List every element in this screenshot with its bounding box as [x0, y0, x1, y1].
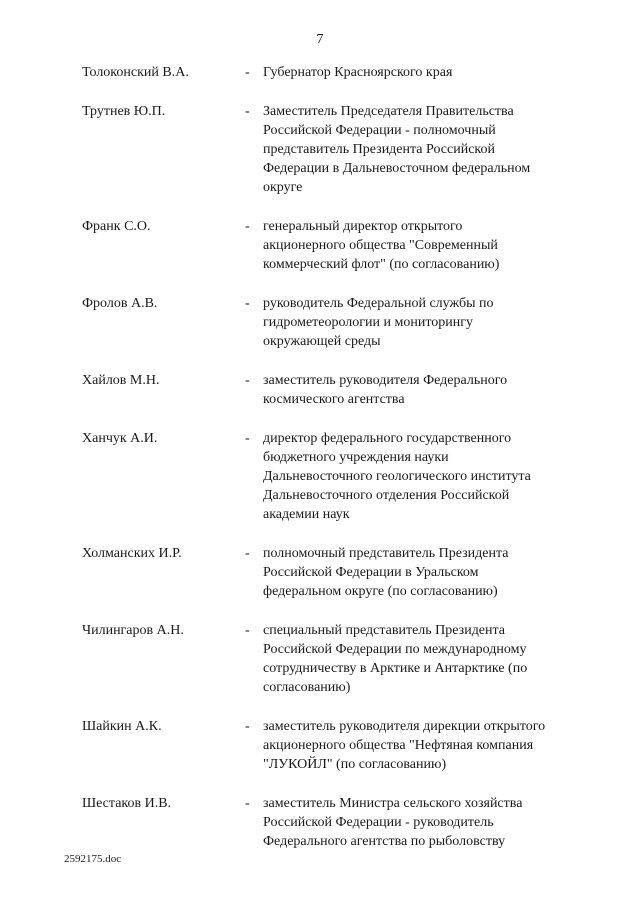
separator-dash: - [245, 296, 250, 311]
page-number: 7 [316, 32, 324, 47]
separator-dash: - [245, 373, 250, 388]
person-title: Заместитель Председателя Правительства Российской Федерации - полномочный представитель Президента Российской Федерации в Дальневосточном федеральном округе [263, 104, 531, 195]
separator-dash: - [245, 65, 250, 80]
person-name: Шайкин А.К. [82, 719, 162, 734]
person-title: заместитель Министра сельского хозяйства Российской Федерации - руководитель Федерального агентства по рыболовству [263, 796, 523, 849]
separator-dash: - [245, 719, 250, 734]
list-item [82, 544, 546, 601]
list-item [82, 621, 546, 697]
person-name: Ханчук А.И. [82, 431, 158, 446]
person-title: генеральный директор открытого акционерного общества "Современный коммерческий флот" (по согласованию) [263, 219, 500, 272]
person-title: заместитель руководителя дирекции открытого акционерного общества "Нефтяная компания "ЛУКОЙЛ" (по согласованию) [263, 719, 546, 772]
list-item [82, 794, 546, 851]
officials-list [0, 63, 640, 851]
person-title: заместитель руководителя Федерального космического агентства [263, 373, 508, 407]
separator-dash: - [245, 219, 250, 234]
list-item [82, 371, 546, 409]
list-item [82, 102, 546, 197]
person-name: Трутнев Ю.П. [82, 104, 166, 119]
person-name: Холманских И.Р. [82, 546, 182, 561]
person-name: Шестаков И.В. [82, 796, 172, 811]
separator-dash: - [245, 546, 250, 561]
person-title: руководитель Федеральной службы по гидрометеорологии и мониторингу окружающей среды [263, 296, 494, 349]
separator-dash: - [245, 104, 250, 119]
list-item [82, 429, 546, 524]
separator-dash: - [245, 623, 250, 638]
person-title: полномочный представитель Президента Российской Федерации в Уральском федеральном округе (по согласованию) [263, 546, 509, 599]
list-item [82, 217, 546, 274]
person-title: Губернатор Красноярского края [263, 65, 453, 80]
person-name: Франк С.О. [82, 219, 151, 234]
person-name: Чилингаров А.Н. [82, 623, 184, 638]
person-title: директор федерального государственного бюджетного учреждения науки Дальневосточного геологического института Дальневосточного отделения Российской академии наук [263, 431, 531, 522]
person-name: Толоконский В.А. [82, 65, 189, 80]
list-item [82, 294, 546, 351]
document-filename: 2592175.doc [64, 853, 122, 865]
list-item [82, 717, 546, 774]
list-item [82, 63, 546, 82]
person-title: специальный представитель Президента Российской Федерации по международному сотрудничеству в Арктике и Антарктике (по согласованию) [263, 623, 528, 695]
person-name: Фролов А.В. [82, 296, 158, 311]
person-name: Хайлов М.Н. [82, 373, 160, 388]
separator-dash: - [245, 431, 250, 446]
separator-dash: - [245, 796, 250, 811]
